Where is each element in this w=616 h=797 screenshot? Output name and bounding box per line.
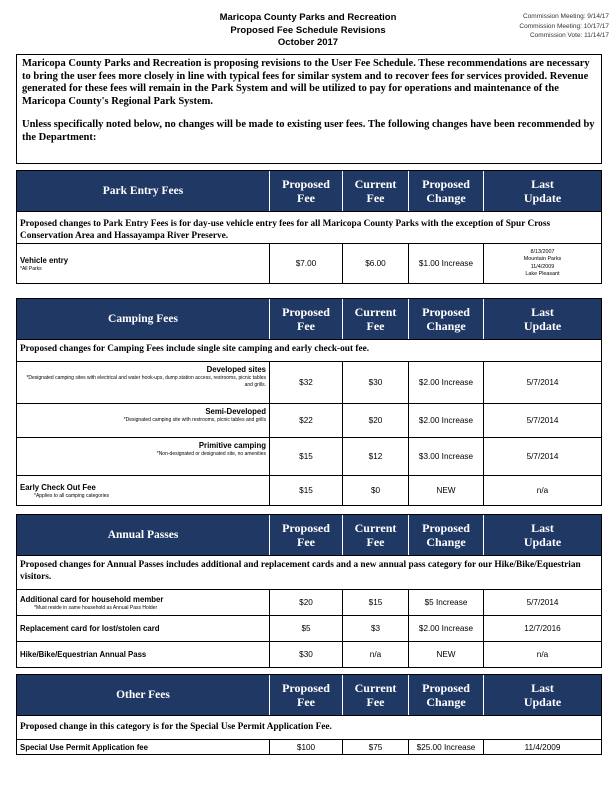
table-row: Special Use Permit Application fee $100 $75 $25.00 Increase 11/4/2009 — [17, 739, 601, 754]
section-title: Park Entry Fees — [102, 185, 184, 197]
meeting-date-3: Commission Vote: 11/14/17 — [529, 32, 609, 39]
row-item-label: Vehicle entry — [20, 255, 69, 265]
table-row: Semi-Developed *Designated camping site with restrooms, picnic tables and grills $22 $20 $2.00 Increase 5/7/2014 — [17, 403, 601, 437]
section-header — [17, 171, 601, 211]
col-last-update: Last Update — [483, 675, 601, 715]
document-title — [160, 12, 456, 50]
section-description: Proposed changes for Camping Fees include single site camping and early check-out fee. — [17, 339, 601, 361]
row-item: Additional card for household member *Must reside in same household as Annual Pass Holder — [20, 594, 164, 611]
col-proposed-fee: Proposed Fee — [269, 515, 342, 555]
title-line-3: October 2017 — [277, 37, 339, 48]
row-item: Primitive camping *Non-designated or designated site, no amenities — [156, 441, 266, 457]
meeting-date-2: Commission Meeting: 10/17/17 — [519, 22, 609, 30]
row-item: Developed sites *Designated camping sites with electrical and water hook-ups, dump station access, restrooms, picnic tables and grills. — [26, 365, 266, 388]
row-item: Special Use Permit Application fee — [20, 742, 148, 752]
section-header — [17, 299, 601, 339]
col-proposed-fee: Proposed Fee — [269, 675, 342, 715]
col-last-update: Last Update — [483, 171, 601, 211]
col-current-fee: Current Fee — [342, 171, 408, 211]
row-current-fee: $6.00 — [342, 244, 408, 283]
section-title: Camping Fees — [108, 313, 178, 325]
section-description: Proposed changes for Annual Passes includes additional and replacement cards and a new annual pass category for our Hike/Bike/Equestrian visitors. — [17, 555, 601, 589]
title-line-1: Maricopa County Parks and Recreation — [219, 12, 397, 23]
row-item — [17, 244, 269, 283]
col-proposed-fee: Proposed Fee — [269, 171, 342, 211]
section-description: Proposed change in this category is for the Special Use Permit Application Fee. — [17, 715, 601, 739]
section-title: Other Fees — [116, 689, 170, 701]
col-proposed-change: Proposed Change — [408, 171, 483, 211]
col-current-fee: Current Fee — [342, 675, 408, 715]
col-current-fee: Current Fee — [342, 299, 408, 339]
row-item-note: *All Parks — [20, 265, 42, 272]
title-line-2: Proposed Fee Schedule Revisions — [230, 24, 386, 36]
table-row: Hike/Bike/Equestrian Annual Pass $30 n/a NEW n/a — [17, 641, 601, 667]
col-last-update: Last Update — [483, 299, 601, 339]
section-annual-passes — [16, 514, 602, 668]
row-item: Replacement card for lost/stolen card — [20, 624, 160, 633]
table-row: Early Check Out Fee *Applies to all camping categories $15 $0 NEW n/a — [17, 475, 601, 505]
section-other-fees — [16, 674, 602, 755]
table-row: Developed sites *Designated camping sites with electrical and water hook-ups, dump station access, restrooms, picnic tables and grills. $32 $30 $2.00 Increase 5/7/2014 — [17, 361, 601, 403]
section-park-entry-fees — [16, 170, 602, 284]
table-row — [17, 243, 601, 283]
section-title: Annual Passes — [107, 529, 179, 541]
section-description: Proposed changes to Park Entry Fees is for day-use vehicle entry fees for all Maricopa County Parks with the exception of Spur Cross Conservation Area and Hassayampa River Preserve. — [17, 211, 601, 243]
col-last-update: Last Update — [483, 515, 601, 555]
col-proposed-change: Proposed Change — [408, 675, 483, 715]
col-proposed-fee: Proposed Fee — [269, 299, 342, 339]
row-item: Semi-Developed *Designated camping site with restrooms, picnic tables and grills — [123, 407, 266, 423]
col-current-fee: Current Fee — [342, 515, 408, 555]
meeting-dates — [519, 12, 609, 41]
row-item: Early Check Out Fee *Applies to all camping categories — [20, 482, 110, 499]
section-camping-fees — [16, 298, 602, 506]
row-proposed-fee: $7.00 — [269, 244, 342, 283]
section-header — [17, 675, 601, 715]
section-header — [17, 515, 601, 555]
table-row: Additional card for household member *Must reside in same household as Annual Pass Holder $20 $15 $5 Increase 5/7/2014 — [17, 589, 601, 615]
col-proposed-change: Proposed Change — [408, 299, 483, 339]
row-proposed-change: $1.00 Increase — [408, 244, 483, 283]
intro-paragraph-1: Maricopa County Parks and Recreation is proposing revisions to the User Fee Schedule. These recommendations are necessary to bring the user fees more closely in line with typical fees for similar system and to recover fees for services provided. Revenue generated for these fees will remain in the Park System and will be utilized to pay for operations and maintenance of the Maricopa County's Regional Park System. — [22, 58, 590, 107]
row-last-update: 8/13/2007 Mountain Parks 11/4/2009 Lake Pleasant — [483, 244, 601, 283]
col-proposed-change: Proposed Change — [408, 515, 483, 555]
row-item: Hike/Bike/Equestrian Annual Pass — [20, 650, 147, 659]
intro-paragraph-2: Unless specifically noted below, no changes will be made to existing user fees. The following changes have been recommended by the Department: — [22, 119, 595, 143]
table-row: Primitive camping *Non-designated or designated site, no amenities $15 $12 $3.00 Increase 5/7/2014 — [17, 437, 601, 475]
meeting-date-1: Commission Meeting: 9/14/17 — [523, 13, 609, 20]
table-row: Replacement card for lost/stolen card $5 $3 $2.00 Increase 12/7/2016 — [17, 615, 601, 641]
intro-box — [16, 54, 602, 164]
